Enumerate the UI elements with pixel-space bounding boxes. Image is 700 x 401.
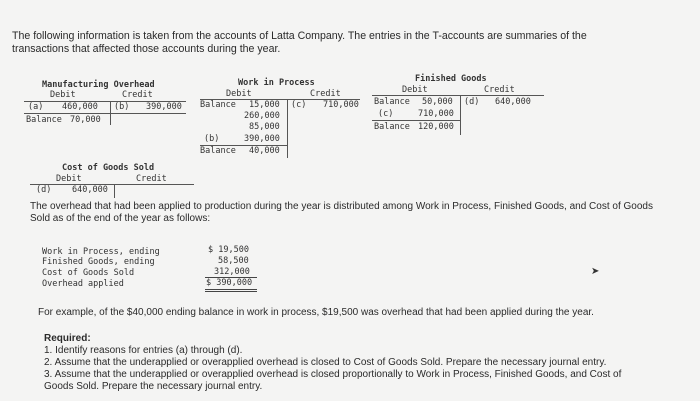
moh-a-label: (a)	[28, 102, 44, 112]
wip-ending-amount: 40,000	[249, 146, 280, 156]
fg-d-amount: 640,000	[495, 97, 531, 107]
cogs-title: Cost of Goods Sold	[62, 163, 155, 173]
fg-center-rule	[460, 95, 461, 135]
moh-balance-amount: 70,000	[70, 115, 101, 125]
fg-balance-label: Balance	[374, 97, 410, 107]
example-paragraph: For example, of the $40,000 ending balance in work in process, $19,500 was overhead that had been applied during the year.	[38, 307, 594, 318]
dist-double-rule-2	[205, 291, 257, 292]
required-heading: Required:	[44, 333, 91, 344]
fg-debit-header: Debit	[402, 85, 428, 95]
wip-debit-header: Debit	[226, 89, 252, 99]
fg-c-label: (c)	[378, 109, 394, 119]
wip-balance-label: Balance	[200, 100, 236, 110]
moh-mid-rule	[24, 113, 186, 114]
dist-amount-cogs: 312,000	[214, 267, 250, 277]
required-item-2: 2. Assume that the underapplied or overapplied overhead is closed to Cost of Goods Sold. Prepare the necessary journal entry.	[44, 357, 607, 368]
overhead-paragraph: The overhead that had been applied to production during the year is distributed among Work in Process, Finished Goods, and Cost of Goods Sold as of the end of the year as follows:	[30, 201, 653, 224]
moh-balance-label: Balance	[26, 115, 62, 125]
dist-label-wip: Work in Process, ending	[42, 247, 160, 257]
dist-amount-fg: 58,500	[218, 256, 249, 266]
wip-opening-balance: 15,000	[249, 100, 280, 110]
cogs-credit-header: Credit	[136, 174, 167, 184]
cogs-d-label: (d)	[36, 185, 52, 195]
dist-amount-wip: $ 19,500	[208, 245, 249, 255]
moh-b-label: (b)	[114, 102, 130, 112]
wip-title: Work in Process	[238, 78, 315, 88]
cogs-top-rule	[30, 184, 194, 185]
dist-label-cogs: Cost of Goods Sold	[42, 268, 135, 278]
fg-ending-label: Balance	[374, 122, 410, 132]
cogs-debit-header: Debit	[56, 174, 82, 184]
wip-b-amount: 390,000	[244, 134, 280, 144]
wip-center-rule	[287, 99, 288, 158]
moh-a-amount: 460,000	[62, 102, 98, 112]
wip-b-label: (b)	[204, 134, 220, 144]
wip-debit-3: 85,000	[249, 122, 280, 132]
cogs-center-rule	[114, 184, 115, 198]
dist-label-applied: Overhead applied	[42, 279, 124, 289]
fg-opening-balance: 50,000	[422, 97, 453, 107]
moh-debit-header: Debit	[50, 90, 76, 100]
dist-label-fg: Finished Goods, ending	[42, 257, 155, 267]
mouse-cursor-icon: ➤	[591, 266, 600, 277]
fg-d-label: (d)	[464, 97, 480, 107]
fg-c-amount: 710,000	[418, 109, 454, 119]
wip-debit-2: 260,000	[244, 111, 280, 121]
fg-ending-amount: 120,000	[418, 122, 454, 132]
dist-double-rule-1	[205, 289, 257, 290]
fg-top-rule	[372, 95, 544, 96]
moh-credit-header: Credit	[122, 90, 153, 100]
wip-c-amount: 710,000	[323, 100, 359, 110]
wip-ending-label: Balance	[200, 146, 236, 156]
required-item-3: 3. Assume that the underapplied or overapplied overhead is closed proportionally to Work in Process, Finished Goods, and Cost of Goods Sold. Prepare the necessary journal entry.	[44, 369, 622, 392]
fg-title: Finished Goods	[415, 74, 487, 84]
fg-mid-rule	[372, 120, 461, 121]
fg-credit-header: Credit	[484, 85, 515, 95]
moh-b-amount: 390,000	[146, 102, 182, 112]
dist-amount-applied: $ 390,000	[206, 278, 253, 288]
wip-credit-header: Credit	[310, 89, 341, 99]
intro-paragraph: The following information is taken from the accounts of Latta Company. The entries in the T-accounts are summaries of the transactions that affected those accounts during the year.	[12, 30, 587, 55]
required-item-1: 1. Identify reasons for entries (a) through (d).	[44, 345, 243, 356]
cogs-d-amount: 640,000	[72, 185, 108, 195]
wip-c-label: (c)	[291, 100, 307, 110]
moh-title: Manufacturing Overhead	[42, 80, 155, 90]
